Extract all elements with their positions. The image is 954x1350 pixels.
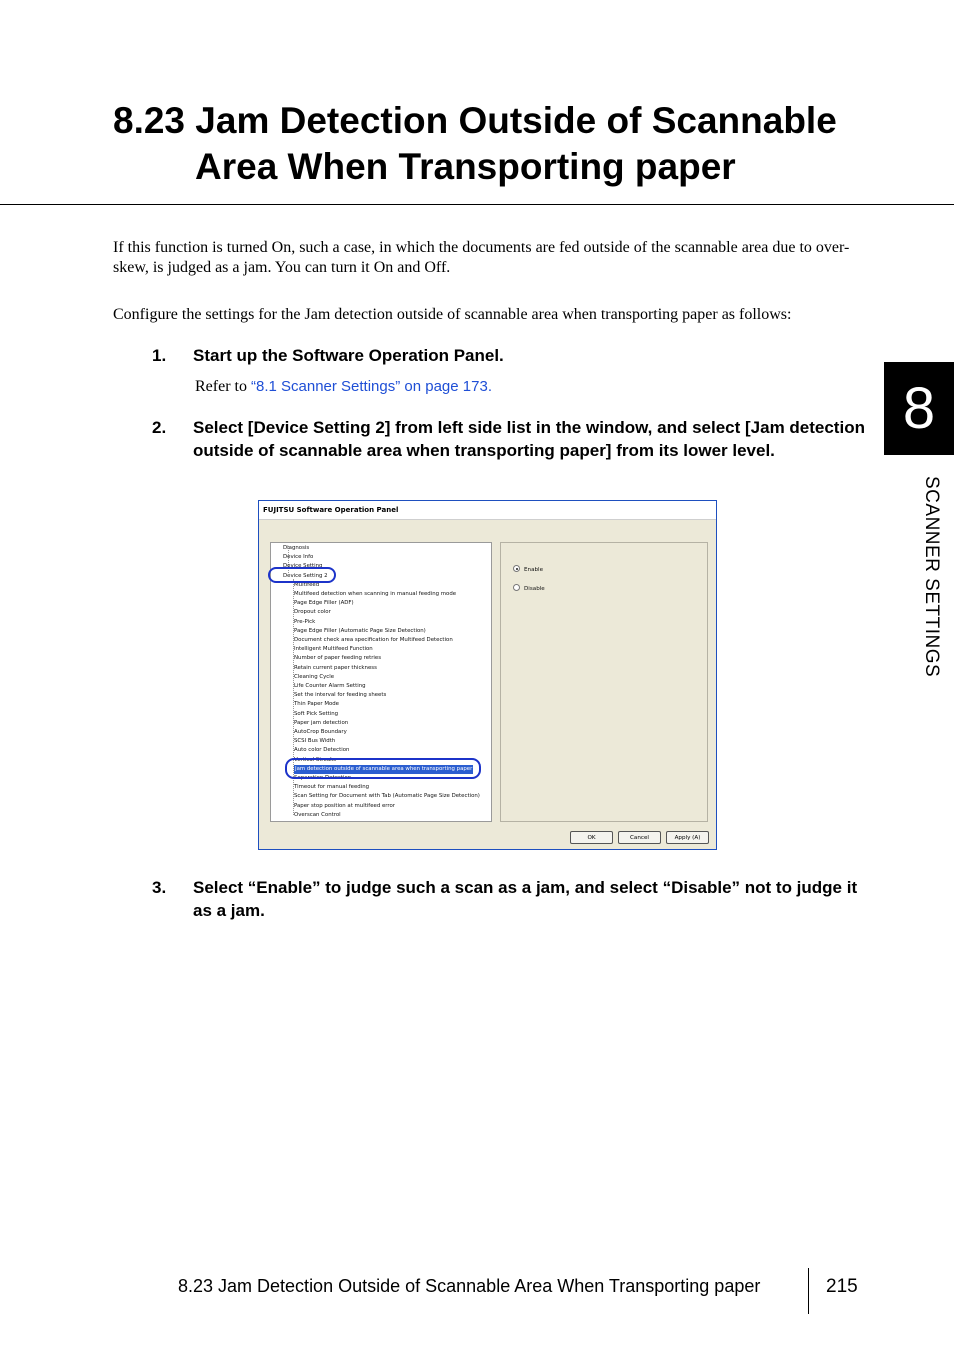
tree-item[interactable]: Page Edge Filler (Automatic Page Size Detection) (294, 627, 426, 634)
configure-paragraph: Configure the settings for the Jam detection outside of scannable area when transporting paper as follows: (113, 306, 792, 323)
radio-enable-label: Enable (524, 567, 544, 573)
step-2 (152, 416, 872, 462)
tree-item[interactable]: Timeout for manual feeding (294, 784, 370, 791)
tree-item[interactable]: Pre-Pick (294, 618, 316, 625)
radio-enable-indicator[interactable] (513, 565, 520, 572)
tree-item[interactable]: Auto color Detection (294, 747, 350, 754)
step-3-number: 3. (152, 878, 167, 897)
tree-item[interactable]: Page Edge Filler (ADF) (294, 600, 354, 607)
tree-item[interactable]: Jam detection outside of scannable area when transporting paper (295, 765, 473, 772)
page-title (113, 98, 893, 190)
highlight-device-setting-2 (268, 567, 336, 583)
page-title-line-2: Area When Transporting paper (195, 146, 736, 187)
apply-button[interactable]: Apply (A) (666, 831, 709, 844)
ok-button[interactable]: OK (570, 831, 613, 844)
tree-item[interactable]: Set the interval for feeding sheets (294, 692, 387, 699)
tree-item[interactable]: Vertical Streaks (294, 756, 337, 763)
page-title-line-1: 8.23 Jam Detection Outside of Scannable (113, 100, 837, 141)
refer-link[interactable]: “8.1 Scanner Settings” on page 173 (250, 378, 488, 395)
tree-item[interactable]: Device Info (283, 554, 314, 561)
radio-enable[interactable] (513, 565, 543, 574)
tree-item[interactable]: Intelligent Multifeed Function (294, 646, 373, 653)
software-operation-panel-screenshot (258, 500, 717, 850)
step-3-text: Select “Enable” to judge such a scan as a jam, and select “Disable” not to judge it as a jam. (193, 878, 858, 920)
tree-item[interactable]: Scan Setting for Document with Tab (Automatic Page Size Detection) (294, 793, 480, 800)
page-number: 215 (826, 1276, 858, 1297)
step-2-text: Select [Device Setting 2] from left side list in the window, and select [Jam detection outside of scannable area when transporting paper] from its lower level. (193, 418, 865, 460)
tree-item[interactable]: Diagnosis (283, 545, 310, 551)
step-1-text: Start up the Software Operation Panel. (193, 346, 504, 365)
tree-item[interactable]: Number of paper feeding retries (294, 655, 382, 662)
highlight-jam-detection-item (285, 758, 481, 779)
step-3 (152, 876, 872, 922)
tree-item[interactable]: Soft Pick Setting (294, 710, 339, 717)
radio-disable[interactable] (513, 584, 545, 593)
option-panel (500, 542, 708, 822)
step-1-number: 1. (152, 346, 167, 365)
chapter-tab: 8 (884, 362, 954, 455)
tree-item[interactable]: Multifeed (294, 581, 320, 588)
tree-item[interactable]: AutoCrop Boundary (294, 729, 347, 735)
refer-suffix: . (487, 378, 492, 395)
settings-tree[interactable] (270, 542, 492, 822)
radio-disable-label: Disable (524, 586, 545, 592)
tree-item[interactable]: SCSI Bus Width (294, 738, 336, 745)
step-1 (152, 344, 872, 367)
tree-item[interactable]: Separation Detection (294, 775, 352, 781)
tree-item[interactable]: Cleaning Cycle (294, 673, 335, 680)
radio-disable-indicator[interactable] (513, 584, 520, 591)
tree-item[interactable]: Document check area specification for Multifeed Detection (294, 637, 453, 643)
tree-item[interactable]: Retain current paper thickness (294, 664, 377, 671)
dialog-title: FUJITSU Software Operation Panel (259, 501, 716, 520)
tree-item[interactable]: Dropout color (294, 609, 331, 616)
tree-item[interactable]: Multifeed detection when scanning in manual feeding mode (294, 591, 457, 597)
tree-item[interactable]: Overscan Control (294, 811, 341, 818)
tree-item[interactable]: Paper jam detection (294, 719, 349, 726)
title-divider (0, 204, 954, 205)
footer-divider (808, 1268, 809, 1314)
intro-paragraph: If this function is turned On, such a case, in which the documents are fed outside of the scannable area due to over-skew, is judged as a jam. You can turn it On and Off. (113, 239, 850, 276)
footer-title: 8.23 Jam Detection Outside of Scannable Area When Transporting paper (178, 1276, 761, 1296)
tree-item[interactable]: Paper stop position at multifeed error (294, 802, 396, 809)
chapter-side-label: SCANNER SETTINGS (921, 476, 942, 678)
tree-item[interactable]: Thin Paper Mode (294, 701, 340, 708)
step-2-number: 2. (152, 418, 167, 437)
tree-item[interactable]: Device Setting 2 (283, 572, 328, 579)
refer-note (195, 377, 492, 397)
tree-item[interactable]: Life Counter Alarm Setting (294, 683, 366, 689)
refer-prefix: Refer to (195, 378, 251, 395)
tree-item[interactable]: Device Setting (283, 563, 323, 570)
cancel-button[interactable]: Cancel (618, 831, 661, 844)
